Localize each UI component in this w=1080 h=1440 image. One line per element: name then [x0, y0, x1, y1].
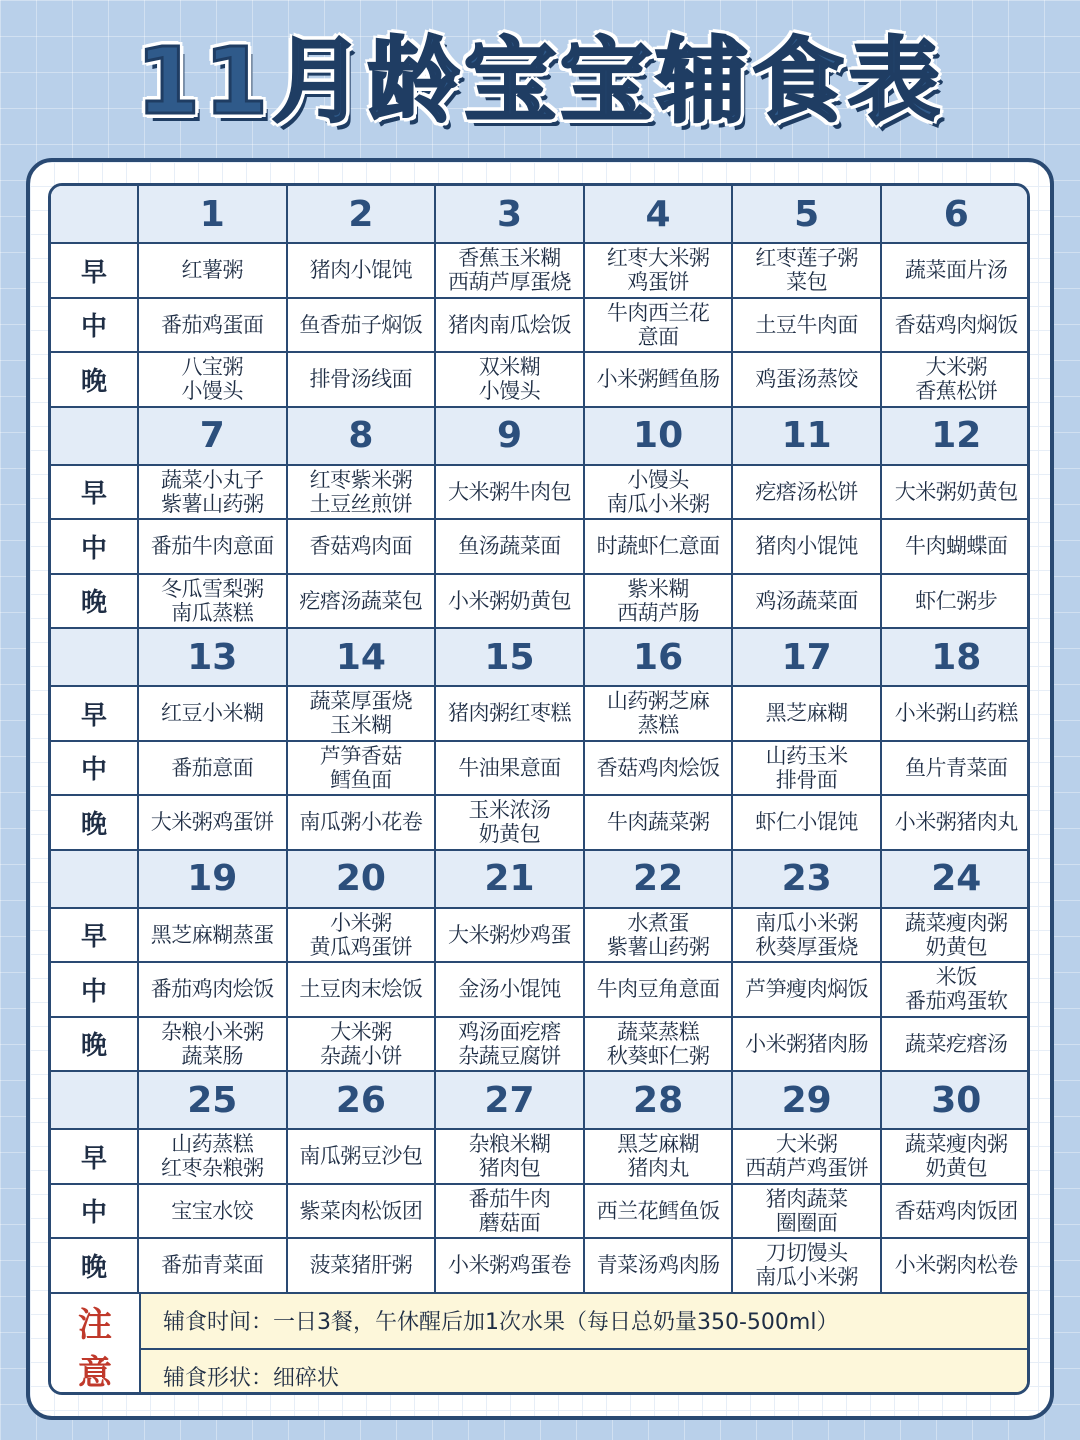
meal-text: 南瓜粥小花卷 [299, 810, 423, 835]
lunch-row [51, 299, 1027, 354]
meal-cell [882, 1018, 1030, 1071]
meal-cell [139, 742, 288, 795]
meal-cell [882, 520, 1030, 573]
meal-text: 疙瘩汤蔬菜包 [299, 588, 423, 613]
meal-cell [585, 244, 734, 297]
notes-label [51, 1294, 141, 1396]
week-block [51, 629, 1027, 851]
meal-cell [436, 353, 585, 406]
meal-cell [733, 796, 882, 849]
meal-text: 秋葵厚蛋烧 [755, 934, 858, 959]
meal-text: 大米粥奶黄包 [894, 479, 1018, 504]
meal-cell [733, 1018, 882, 1071]
meal-cell [288, 1018, 437, 1071]
meal-cell [882, 1130, 1030, 1183]
meal-cell [139, 1018, 288, 1071]
meal-cell [288, 796, 437, 849]
meal-label-breakfast: 早 [51, 244, 139, 297]
meal-text: 奶黄包 [925, 1156, 988, 1181]
meal-schedule-table [48, 183, 1030, 1395]
meal-label-lunch: 中 [51, 742, 139, 795]
lunch-row [51, 1185, 1027, 1240]
meal-text: 小米粥猪肉丸 [894, 810, 1018, 835]
meal-text: 鱼片青菜面 [905, 755, 1008, 780]
meal-cell [139, 687, 288, 740]
meal-cell [436, 244, 585, 297]
meal-text: 蔬菜面片汤 [905, 258, 1008, 283]
notes-section [51, 1294, 1027, 1396]
day-number-row [51, 851, 1027, 909]
day-number: 20 [288, 851, 437, 907]
meal-cell [288, 687, 437, 740]
meal-text: 南瓜粥豆沙包 [299, 1144, 423, 1169]
meal-cell [585, 742, 734, 795]
day-number-row [51, 408, 1027, 466]
meal-cell [436, 1130, 585, 1183]
notes-label-bottom: 意 [78, 1352, 112, 1393]
lunch-row [51, 520, 1027, 575]
meal-cell [733, 520, 882, 573]
meal-cell [882, 796, 1030, 849]
week-block [51, 408, 1027, 630]
day-number: 16 [585, 629, 734, 685]
meal-cell [585, 1130, 734, 1183]
meal-cell [436, 796, 585, 849]
meal-label-lunch: 中 [51, 299, 139, 352]
meal-cell [288, 299, 437, 352]
meal-text: 黑芝麻糊蒸蛋 [150, 922, 274, 947]
meal-text: 蔬菜瘦肉粥 [905, 1132, 1008, 1157]
meal-text: 小米粥 [330, 910, 392, 935]
meal-text: 蔬菜肠 [181, 1043, 244, 1068]
day-number-row [51, 629, 1027, 687]
day-number-row [51, 186, 1027, 244]
meal-cell [288, 1130, 437, 1183]
week-block [51, 851, 1027, 1073]
meal-text: 鳕鱼面 [330, 767, 392, 792]
meal-text: 红枣杂粮粥 [161, 1156, 264, 1181]
meal-text: 牛肉蔬菜粥 [606, 810, 710, 835]
breakfast-row [51, 466, 1027, 521]
meal-text: 红枣紫米粥 [309, 467, 413, 492]
meal-cell [436, 466, 585, 519]
meal-cell [733, 575, 882, 628]
meal-cell [436, 687, 585, 740]
meal-text: 小米粥猪肉肠 [745, 1031, 869, 1056]
meal-text: 山药粥芝麻 [606, 689, 710, 714]
meal-text: 蘑菇面 [478, 1210, 541, 1235]
week-block [51, 1072, 1027, 1294]
day-number: 3 [436, 186, 585, 242]
breakfast-row [51, 1130, 1027, 1185]
meal-text: 猪肉包 [478, 1156, 541, 1181]
meal-text: 红薯粥 [181, 258, 244, 283]
meal-cell [733, 1130, 882, 1183]
meal-text: 番茄意面 [171, 755, 254, 780]
meal-text: 紫薯山药粥 [161, 491, 264, 516]
meal-label-lunch: 中 [51, 520, 139, 573]
day-number: 8 [288, 408, 437, 464]
meal-text: 虾仁粥步 [915, 588, 998, 613]
day-number: 12 [931, 415, 982, 456]
day-number: 2 [288, 186, 437, 242]
day-number: 26 [288, 1072, 437, 1128]
meal-text: 杂蔬豆腐饼 [458, 1043, 561, 1068]
meal-cell [436, 299, 585, 352]
day-number-row [51, 1072, 1027, 1130]
meal-text: 玉米浓汤 [468, 798, 551, 823]
meal-cell [139, 796, 288, 849]
meal-cell [733, 963, 882, 1016]
meal-text: 土豆牛肉面 [755, 312, 858, 337]
meal-cell [882, 909, 1030, 962]
meal-label-dinner: 晚 [51, 796, 139, 849]
meal-cell [585, 1018, 734, 1071]
meal-text: 番茄鸡蛋面 [161, 312, 264, 337]
meal-text: 香菇鸡肉面 [309, 534, 413, 559]
meal-cell [288, 244, 437, 297]
meal-text: 西兰花鳕鱼饭 [596, 1198, 720, 1223]
meal-cell [882, 575, 1030, 628]
day-number: 10 [585, 408, 734, 464]
meal-text: 红枣大米粥 [606, 246, 710, 271]
meal-text: 小馒头 [627, 467, 689, 492]
meal-text: 香蕉松饼 [915, 379, 998, 404]
meal-text: 红枣莲子粥 [755, 246, 858, 271]
meal-cell [585, 466, 734, 519]
breakfast-row [51, 244, 1027, 299]
day-number: 22 [585, 851, 734, 907]
meal-text: 鸡蛋汤蒸饺 [755, 367, 858, 392]
corner-cell [51, 851, 139, 907]
meal-label-breakfast: 早 [51, 909, 139, 962]
day-number: 19 [139, 851, 288, 907]
meal-cell [288, 742, 437, 795]
meal-cell [436, 1239, 585, 1292]
meal-text: 大米粥 [330, 1019, 392, 1044]
meal-cell [436, 575, 585, 628]
meal-text: 番茄鸡肉烩饭 [150, 977, 274, 1002]
meal-cell [436, 1018, 585, 1071]
meal-text: 金汤小馄饨 [458, 977, 561, 1002]
meal-text: 蒸糕 [637, 713, 679, 738]
meal-cell [585, 575, 734, 628]
meal-cell [733, 244, 882, 297]
day-number: 21 [436, 851, 585, 907]
meal-text: 紫菜肉松饭团 [299, 1198, 423, 1223]
dinner-row [51, 796, 1027, 851]
lunch-row [51, 963, 1027, 1018]
meal-cell [585, 963, 734, 1016]
meal-text: 西葫芦鸡蛋饼 [745, 1156, 869, 1181]
meal-text: 小米粥山药糕 [894, 701, 1018, 726]
day-number: 11 [733, 408, 882, 464]
meal-text: 玉米糊 [330, 713, 392, 738]
meal-text: 番茄牛肉 [468, 1186, 551, 1211]
meal-cell [288, 575, 437, 628]
corner-cell [51, 408, 139, 464]
meal-text: 刀切馒头 [765, 1241, 848, 1266]
meal-text: 土豆丝煎饼 [309, 491, 413, 516]
meal-cell [139, 963, 288, 1016]
meal-cell [733, 466, 882, 519]
dinner-row [51, 575, 1027, 630]
meal-text: 紫薯山药粥 [606, 934, 710, 959]
meal-text: 大米粥 [925, 355, 988, 380]
meal-cell [139, 466, 288, 519]
meal-text: 小馒头 [181, 379, 244, 404]
meal-text: 小馒头 [478, 379, 541, 404]
meal-text: 南瓜小米粥 [755, 910, 858, 935]
meal-text: 西葫芦肠 [617, 600, 700, 625]
meal-text: 猪肉粥红枣糕 [447, 701, 571, 726]
meal-cell [585, 687, 734, 740]
meal-cell [585, 909, 734, 962]
meal-text: 鱼香茄子焖饭 [299, 312, 423, 337]
day-number: 14 [288, 629, 437, 685]
day-number: 17 [733, 629, 882, 685]
meal-text: 鱼汤蔬菜面 [458, 534, 561, 559]
meal-cell [882, 466, 1030, 519]
meal-cell [139, 299, 288, 352]
meal-label-lunch: 中 [51, 1185, 139, 1238]
day-number: 1 [139, 186, 288, 242]
meal-text: 鸡蛋饼 [627, 270, 689, 295]
meal-text: 水煮蛋 [627, 910, 689, 935]
meal-cell [585, 1185, 734, 1238]
notes-lines [141, 1294, 1027, 1396]
meal-label-breakfast: 早 [51, 466, 139, 519]
meal-text: 猪肉小馄饨 [309, 258, 413, 283]
meal-text: 排骨汤线面 [309, 367, 413, 392]
day-number: 30 [931, 1079, 982, 1121]
meal-cell [139, 909, 288, 962]
lunch-row [51, 742, 1027, 797]
meal-label-dinner: 晚 [51, 1239, 139, 1292]
meal-text: 蔬菜瘦肉粥 [905, 910, 1008, 935]
meal-text: 土豆肉末烩饭 [299, 977, 423, 1002]
meal-cell [139, 1239, 288, 1292]
meal-text: 大米粥 [775, 1132, 838, 1157]
day-number: 7 [139, 408, 288, 464]
meal-cell [585, 796, 734, 849]
meal-text: 猪肉南瓜烩饭 [447, 312, 571, 337]
breakfast-row [51, 909, 1027, 964]
meal-cell [139, 575, 288, 628]
meal-text: 小米粥鳕鱼肠 [596, 367, 720, 392]
meal-text: 小米粥肉松卷 [894, 1253, 1018, 1278]
meal-cell [733, 687, 882, 740]
meal-text: 意面 [637, 324, 679, 349]
meal-text: 菜包 [786, 270, 828, 295]
meal-cell [288, 963, 437, 1016]
meal-cell [436, 1185, 585, 1238]
meal-text: 牛肉蝴蝶面 [905, 534, 1008, 559]
note-feeding-time: 辅食时间：一日3餐，午休醒后加1次水果（每日总奶量350-500ml） [141, 1294, 1027, 1350]
meal-text: 牛油果意面 [458, 755, 561, 780]
meal-cell [733, 353, 882, 406]
meal-text: 蔬菜小丸子 [161, 467, 264, 492]
meal-cell [733, 1239, 882, 1292]
day-number: 9 [436, 408, 585, 464]
day-number: 24 [931, 858, 982, 899]
meal-text: 南瓜蒸糕 [171, 600, 254, 625]
meal-cell [436, 742, 585, 795]
meal-text: 鸡汤面疙瘩 [458, 1019, 561, 1044]
meal-text: 奶黄包 [925, 934, 988, 959]
meal-text: 山药玉米 [765, 743, 848, 768]
meal-cell [436, 963, 585, 1016]
meal-text: 宝宝水饺 [171, 1198, 254, 1223]
meal-text: 黄瓜鸡蛋饼 [309, 934, 413, 959]
day-number: 5 [733, 186, 882, 242]
meal-text: 双米糊 [478, 355, 541, 380]
page-title: 11月龄宝宝辅食表 [135, 28, 945, 135]
meal-cell [585, 353, 734, 406]
day-number: 29 [733, 1072, 882, 1128]
meal-text: 猪肉蔬菜 [765, 1186, 848, 1211]
meal-cell [139, 1130, 288, 1183]
dinner-row [51, 1239, 1027, 1294]
meal-text: 猪肉小馄饨 [755, 534, 858, 559]
meal-text: 大米粥鸡蛋饼 [150, 810, 274, 835]
meal-cell [882, 742, 1030, 795]
meal-text: 猪肉丸 [627, 1156, 689, 1181]
meal-cell [733, 299, 882, 352]
meal-text: 秋葵虾仁粥 [606, 1043, 710, 1068]
meal-text: 西葫芦厚蛋烧 [447, 270, 571, 295]
meal-label-dinner: 晚 [51, 1018, 139, 1071]
meal-text: 番茄牛肉意面 [150, 534, 274, 559]
meal-text: 奶黄包 [478, 822, 541, 847]
meal-text: 小米粥鸡蛋卷 [447, 1253, 571, 1278]
meal-cell [288, 909, 437, 962]
corner-cell [51, 1072, 139, 1128]
meal-cell [585, 299, 734, 352]
meal-text: 红豆小米糊 [161, 701, 264, 726]
meal-text: 蔬菜蒸糕 [617, 1019, 700, 1044]
meal-text: 大米粥炒鸡蛋 [447, 922, 571, 947]
meal-text: 排骨面 [775, 767, 838, 792]
meal-cell [288, 466, 437, 519]
meal-cell [882, 244, 1030, 297]
day-number: 15 [436, 629, 585, 685]
meal-cell [882, 353, 1030, 406]
breakfast-row [51, 687, 1027, 742]
meal-text: 牛肉西兰花 [606, 300, 710, 325]
meal-text: 黑芝麻糊 [617, 1132, 700, 1157]
meal-cell [882, 1185, 1030, 1238]
meal-text: 香菇鸡肉焖饭 [894, 312, 1018, 337]
meal-cell [436, 520, 585, 573]
meal-cell [436, 909, 585, 962]
meal-text: 青菜汤鸡肉肠 [596, 1253, 720, 1278]
week-block [51, 186, 1027, 408]
day-number: 4 [585, 186, 734, 242]
meal-cell [585, 520, 734, 573]
meal-text: 小米粥奶黄包 [447, 588, 571, 613]
meal-cell [139, 520, 288, 573]
day-number: 18 [931, 636, 982, 678]
meal-cell [288, 1185, 437, 1238]
meal-text: 番茄青菜面 [161, 1253, 264, 1278]
meal-text: 香菇鸡肉烩饭 [596, 755, 720, 780]
meal-text: 南瓜小米粥 [606, 491, 710, 516]
meal-text: 鸡汤蔬菜面 [755, 588, 858, 613]
meal-cell [585, 1239, 734, 1292]
note-food-texture: 辅食形状：细碎状 [141, 1350, 1027, 1396]
meal-text: 八宝粥 [181, 355, 244, 380]
meal-cell [288, 1239, 437, 1292]
corner-cell [51, 629, 139, 685]
meal-text: 黑芝麻糊 [765, 701, 848, 726]
day-number: 23 [733, 851, 882, 907]
dinner-row [51, 353, 1027, 408]
meal-cell [288, 353, 437, 406]
meal-text: 芦笋香菇 [319, 743, 402, 768]
meal-text: 番茄鸡蛋软 [905, 989, 1008, 1014]
meal-text: 米饭 [935, 965, 977, 990]
meal-text: 杂蔬小饼 [319, 1043, 402, 1068]
meal-text: 时蔬虾仁意面 [596, 534, 720, 559]
meal-cell [139, 244, 288, 297]
meal-text: 大米粥牛肉包 [447, 479, 571, 504]
meal-cell [139, 353, 288, 406]
meal-cell [288, 520, 437, 573]
meal-text: 香菇鸡肉饭团 [894, 1198, 1018, 1223]
meal-label-breakfast: 早 [51, 687, 139, 740]
meal-cell [733, 909, 882, 962]
meal-cell [882, 963, 1030, 1016]
day-number: 25 [139, 1072, 288, 1128]
meal-text: 蔬菜厚蛋烧 [309, 689, 413, 714]
meal-text: 紫米糊 [627, 576, 689, 601]
meal-cell [733, 1185, 882, 1238]
meal-cell [882, 1239, 1030, 1292]
corner-cell [51, 186, 139, 242]
meal-text: 冬瓜雪梨粥 [161, 576, 264, 601]
meal-text: 杂粮米糊 [468, 1132, 551, 1157]
meal-text: 南瓜小米粥 [755, 1265, 858, 1290]
meal-label-dinner: 晚 [51, 575, 139, 628]
day-number: 6 [943, 193, 969, 235]
meal-text: 牛肉豆角意面 [596, 977, 720, 1002]
meal-text: 菠菜猪肝粥 [309, 1253, 413, 1278]
meal-cell [139, 1185, 288, 1238]
day-number: 13 [139, 629, 288, 685]
meal-text: 疙瘩汤松饼 [755, 479, 858, 504]
meal-label-lunch: 中 [51, 963, 139, 1016]
day-number: 27 [436, 1072, 585, 1128]
day-number: 28 [585, 1072, 734, 1128]
notes-label-top: 注 [78, 1304, 112, 1345]
meal-text: 圈圈面 [775, 1210, 838, 1235]
meal-label-dinner: 晚 [51, 353, 139, 406]
meal-label-breakfast: 早 [51, 1130, 139, 1183]
meal-text: 芦笋瘦肉焖饭 [745, 977, 869, 1002]
dinner-row [51, 1018, 1027, 1073]
meal-text: 蔬菜疙瘩汤 [905, 1031, 1008, 1056]
meal-cell [882, 299, 1030, 352]
meal-cell [882, 687, 1030, 740]
meal-cell [733, 742, 882, 795]
meal-text: 香蕉玉米糊 [458, 246, 561, 271]
meal-text: 杂粮小米粥 [161, 1019, 264, 1044]
meal-text: 虾仁小馄饨 [755, 810, 858, 835]
meal-text: 山药蒸糕 [171, 1132, 254, 1157]
